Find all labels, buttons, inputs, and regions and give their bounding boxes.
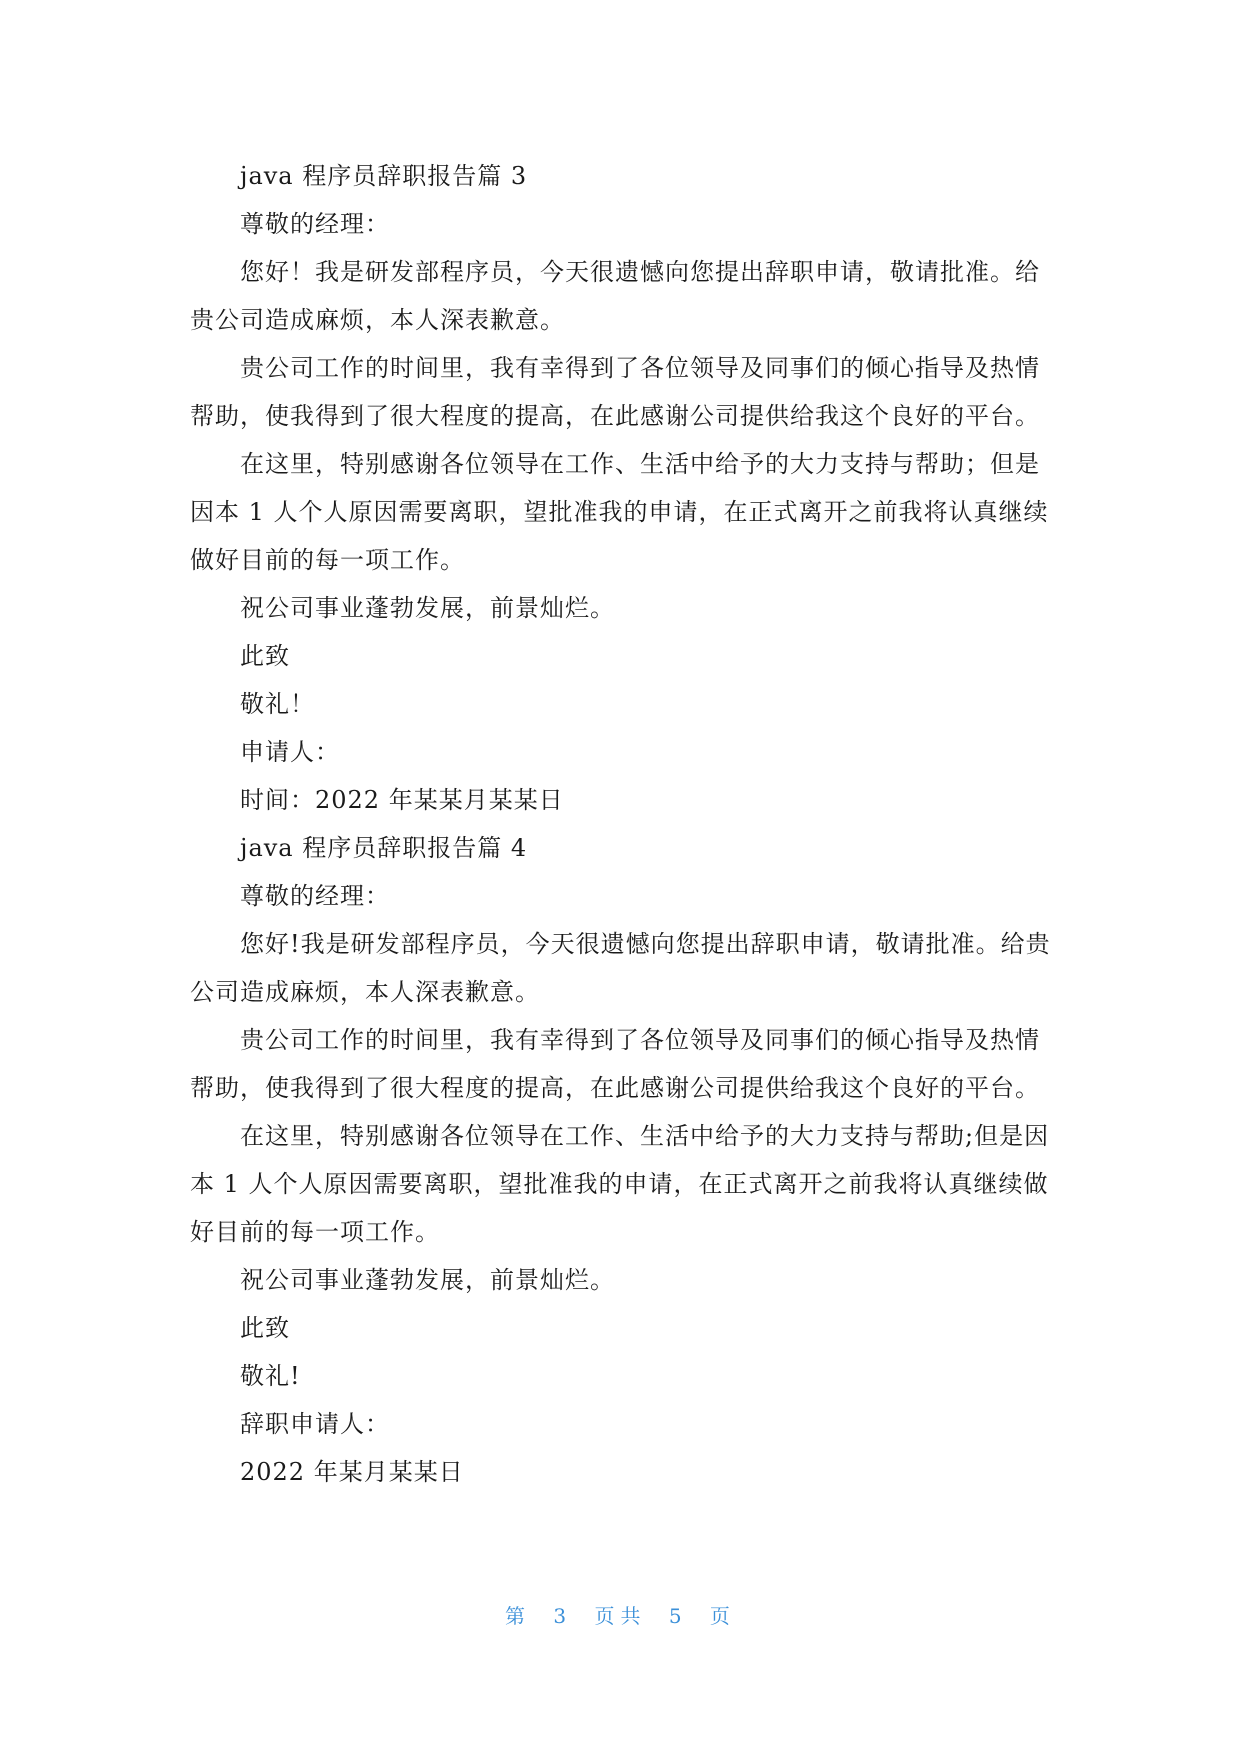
section-4-closing-2: 敬礼! xyxy=(240,1362,301,1390)
section-4-date: 2022 年某月某某日 xyxy=(240,1458,464,1486)
document-body xyxy=(190,152,1052,1496)
section-4-title: java 程序员辞职报告篇 4 xyxy=(240,834,528,862)
section-4-closing-1: 此致 xyxy=(240,1314,290,1342)
section-4-paragraph-2: 贵公司工作的时间里，我有幸得到了各位领导及同事们的倾心指导及热情帮助，使我得到了很大程度的提高，在此感谢公司提供给我这个良好的平台。 xyxy=(190,1026,1040,1102)
section-4-paragraph-3: 在这里，特别感谢各位领导在工作、生活中给予的大力支持与帮助;但是因本 1 人个人原因需要离职，望批准我的申请，在正式离开之前我将认真继续做好目前的每一项工作。 xyxy=(190,1122,1050,1246)
section-3-paragraph-3: 在这里，特别感谢各位领导在工作、生活中给予的大力支持与帮助；但是因本 1 人个人原因需要离职，望批准我的申请，在正式离开之前我将认真继续做好目前的每一项工作。 xyxy=(190,450,1049,574)
section-4-paragraph-4: 祝公司事业蓬勃发展，前景灿烂。 xyxy=(240,1266,615,1294)
section-3-paragraph-1: 您好！我是研发部程序员，今天很遗憾向您提出辞职申请，敬请批准。给贵公司造成麻烦，本人深表歉意。 xyxy=(190,258,1040,334)
section-4-paragraph-1: 您好!我是研发部程序员，今天很遗憾向您提出辞职申请，敬请批准。给贵公司造成麻烦，本人深表歉意。 xyxy=(190,930,1051,1006)
section-3-paragraph-2: 贵公司工作的时间里，我有幸得到了各位领导及同事们的倾心指导及热情帮助，使我得到了很大程度的提高，在此感谢公司提供给我这个良好的平台。 xyxy=(190,354,1040,430)
section-3-salutation: 尊敬的经理： xyxy=(240,210,390,238)
section-3-paragraph-4: 祝公司事业蓬勃发展，前景灿烂。 xyxy=(240,594,615,622)
section-3-title: java 程序员辞职报告篇 3 xyxy=(240,162,528,190)
section-3-closing-2: 敬礼！ xyxy=(240,690,315,718)
section-3-date: 时间：2022 年某某月某某日 xyxy=(240,786,564,814)
section-3-applicant: 申请人： xyxy=(240,738,340,766)
section-4-salutation: 尊敬的经理： xyxy=(240,882,390,910)
section-4-applicant: 辞职申请人： xyxy=(240,1410,390,1438)
section-3-closing-1: 此致 xyxy=(240,642,290,670)
page-number-footer: 第 3 页共 5 页 xyxy=(505,1604,736,1628)
